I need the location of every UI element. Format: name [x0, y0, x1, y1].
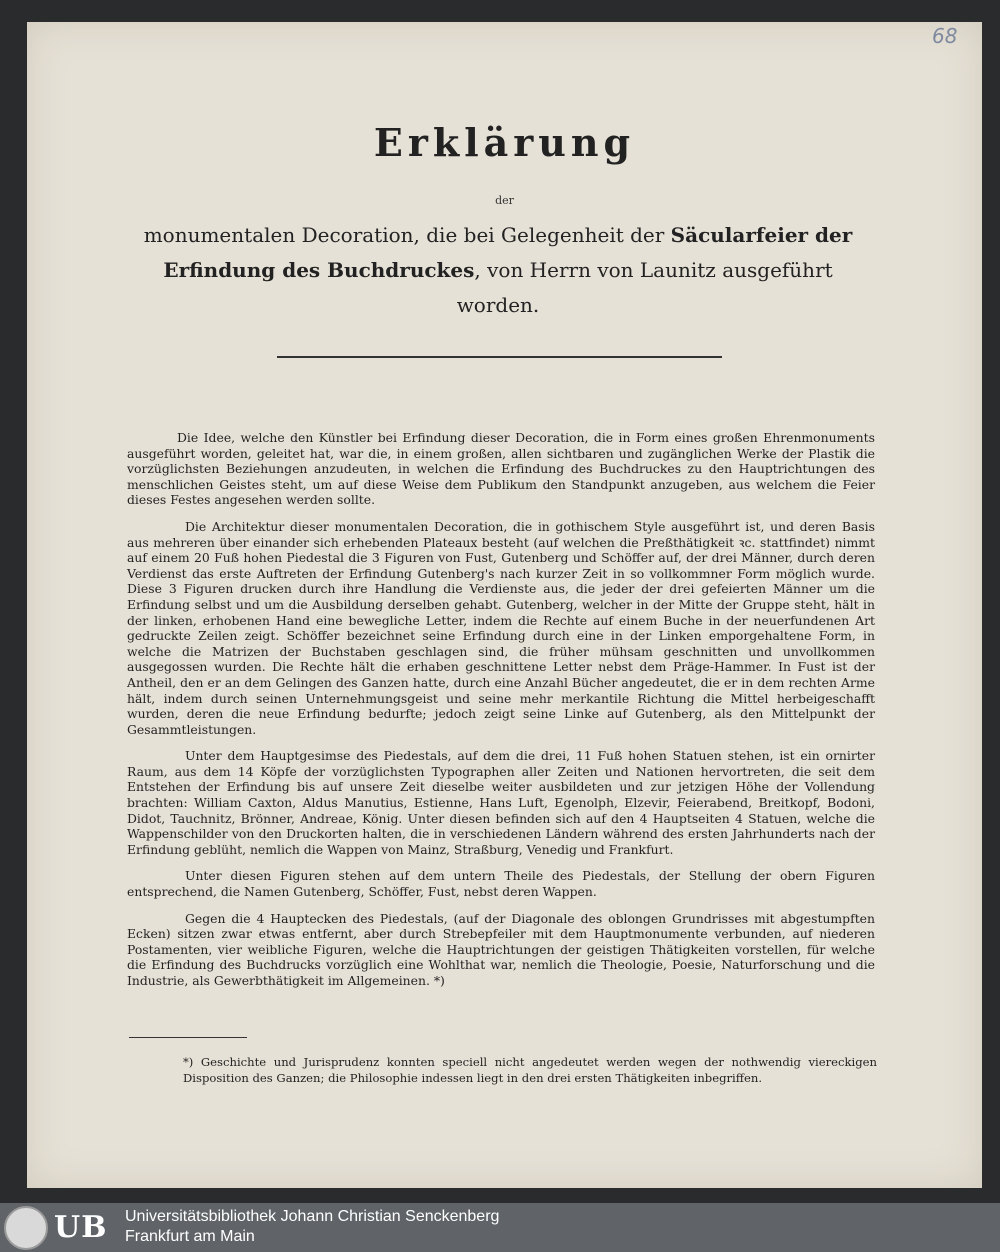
- subtitle-part-1: monumentalen Decoration, die bei Gelegenheit der: [143, 223, 671, 247]
- document-title: Erklärung: [373, 120, 636, 165]
- subtitle-part-2: , von Herrn von Launitz ausgeführt worden.: [456, 258, 833, 317]
- paragraph: Die Idee, welche den Künstler bei Erfindung dieser Decoration, die in Form eines großen Ehrenmonuments ausgeführt worden, geleitet hat, war die, in einem großen, allen sichtbaren und zugänglichen Werke der Plastik die vorzüglichsten Beziehungen anzudeuten, in welchen die Erfindung des Buchdruckes zu den Hauptrichtungen des menschlichen Geistes steht, um auf diese Weise dem Publikum den Standpunkt anzugeben, aus welchem die Feier dieses Festes angesehen werden sollte.: [127, 430, 875, 508]
- title-divider: [277, 356, 722, 358]
- body-text: [127, 430, 875, 1000]
- page-number: 68: [932, 24, 958, 48]
- paragraph: Unter dem Hauptgesimse des Piedestals, auf dem die drei, 11 Fuß hohen Statuen stehen, ist ein ornirter Raum, aus dem 14 Köpfe der vorzüglichsten Typographen aller Zeiten und Nationen hervortreten, die seit dem Entstehen der Erfindung bis auf unsere Zeit dieselbe weiter ausbildeten und zur jetzigen Höhe der Vollendung brachten: William Caxton, Aldus Manutius, Estienne, Hans Luft, Egenolph, Elzevir, Feierabend, Breitkopf, Bodoni, Didot, Tauchnitz, Brönner, Andreae, König. Unter diesen befinden sich auf den 4 Hauptseiten 4 Statuen, welche die Wappenschilder von den Druckorten halten, die in verschiedenen Ländern während des ersten Jahrhunderts nach der Erfindung geblüht, nemlich die Wappen von Mainz, Straßburg, Venedig und Frankfurt.: [127, 748, 875, 857]
- subtitle-part-bold: Säcularfeier der Erfindung des Buchdruckes: [163, 223, 853, 282]
- seal-icon: [4, 1206, 48, 1250]
- paragraph: Die Architektur dieser monumentalen Decoration, die in gothischem Style ausgeführt ist, und deren Basis aus mehreren über einander sich erhebenden Plateaux besteht (auf welchen die Preßthätigkeit ꝛc. stattfindet) nimmt auf einem 20 Fuß hohen Piedestal die 3 Figuren von Fust, Gutenberg und Schöffer auf, der drei Männer, durch deren Verdienst das erste Auftreten der Erfindung Gutenberg's nach kurzer Zeit in so vollkommner Form möglich wurde. Diese 3 Figuren drucken durch ihre Handlung die Verdienste aus, die jeder der drei gefeierten Männer um die Erfindung selbst und um die Ausbildung derselben gehabt. Gutenberg, welcher in der Mitte der Gruppe steht, hält in der linken, erhobenen Hand eine bewegliche Letter, indem die Rechte auf einem Buche in der neuerfundenen Art gedruckte Zeilen zeigt. Schöffer bezeichnet seine Erfindung durch eine in der Linken emporgehaltene Form, in welche die Matrizen der Buchstaben geschlagen sind, die früher mühsam geschnitten und unvollkommen ausgegossen wurden. Die Rechte hält die erhaben geschnittene Letter nebst dem Präge-Hammer. In Fust ist der Antheil, den er an dem Gelingen des Ganzen hatte, durch eine Anzahl Bücher angedeutet, die er in dem rechten Arme hält, indem durch seinen Unternehmungsgeist und seine mehr merkantile Richtung die Mittel herbeigeschafft wurden, deren die neue Erfindung bedurfte; jedoch zeigt seine Linke auf Gutenberg, als den Mittelpunkt der Gesammtleistungen.: [127, 518, 875, 737]
- title-connector: der: [495, 194, 514, 207]
- library-name-line1: Universitätsbibliothek Johann Christian Senckenberg: [125, 1208, 500, 1225]
- document-page: [27, 22, 982, 1188]
- footnote-divider: [129, 1037, 247, 1038]
- paragraph: Unter diesen Figuren stehen auf dem untern Theile des Piedestals, der Stellung der obern Figuren entsprechend, die Namen Gutenberg, Schöffer, Fust, nebst deren Wappen.: [127, 868, 875, 900]
- library-name: [125, 1207, 499, 1247]
- logo-text: UB: [54, 1210, 108, 1245]
- footnote: *) Geschichte und Jurisprudenz konnten speciell nicht angedeutet werden wegen der nothwendig viereckigen Disposition des Ganzen; die Philosophie indessen liegt in den drei ersten Thätigkeiten inbegriffen.: [183, 1055, 877, 1085]
- paragraph: Gegen die 4 Hauptecken des Piedestals, (auf der Diagonale des oblongen Grundrisses mit abgestumpften Ecken) sitzen zwar etwas entfernt, aber durch Strebepfeiler mit dem Hauptmonumente verbunden, auf niederen Postamenten, vier weibliche Figuren, welche die Hauptrichtungen der geistigen Thätigkeiten vorstellen, für welche die Erfindung des Buchdrucks vorzüglich eine Wohlthat war, nemlich die Theologie, Poesie, Naturforschung und die Industrie, als Gewerbthätigkeit im Allgemeinen. *): [127, 910, 875, 988]
- library-logo[interactable]: [4, 1205, 116, 1250]
- document-subtitle: [123, 218, 873, 323]
- footer-bar: [0, 1203, 1000, 1252]
- library-name-line2: Frankfurt am Main: [125, 1228, 255, 1245]
